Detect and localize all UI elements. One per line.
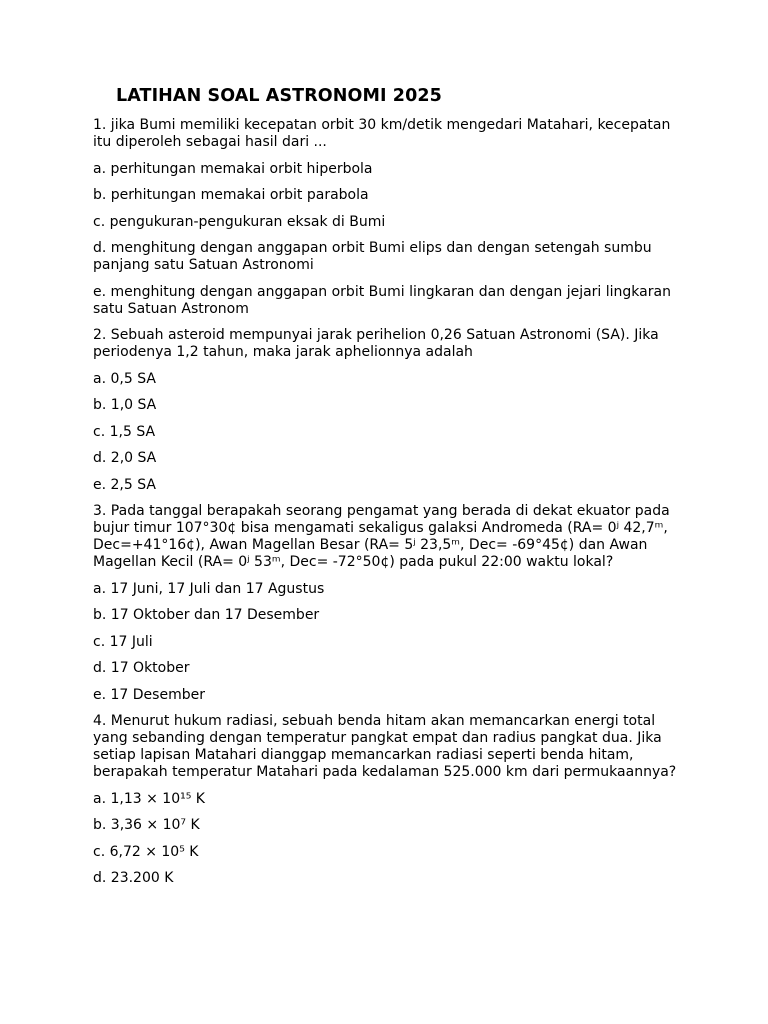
question-4-option-d: d. 23.200 K [93,870,174,886]
question-3-option-d: d. 17 Oktober [93,660,190,676]
question-3-option-a: a. 17 Juni, 17 Juli dan 17 Agustus [93,580,325,597]
question-4-option-b: b. 3,36 × 10⁷ K [93,817,200,833]
question-1: 1. jika Bumi memiliki kecepatan orbit 30 km/detik mengedari Matahari, kecepatan itu diperoleh sebagai hasil dari ... [93,117,671,150]
question-4-option-a: a. 1,13 × 10¹⁵ K [93,790,205,807]
document-body [93,117,678,897]
question-3-option-b: b. 17 Oktober dan 17 Desember [93,607,320,623]
question-3: 3. Pada tanggal berapakah seorang pengamat yang berada di dekat ekuator pada bujur timur 107°30¢ bisa mengamati sekaligus galaksi Andromeda (RA= 0ʲ 42,7ᵐ, Dec=+41°16¢), Awan Magellan Besar (RA= 5ʲ 23,5ᵐ, Dec= -69°45¢) dan Awan Magellan Kecil (RA= 0ʲ 53ᵐ, Dec= -72°50¢) pada pukul 22:00 waktu lokal? [93,503,670,570]
question-1-option-b: b. perhitungan memakai orbit parabola [93,187,369,203]
document-title: LATIHAN SOAL ASTRONOMI 2025 [116,86,442,106]
question-4: 4. Menurut hukum radiasi, sebuah benda hitam akan memancarkan energi total yang sebanding dengan temperatur pangkat empat dan radius pangkat dua. Jika setiap lapisan Matahari dianggap memancarkan radiasi seperti benda hitam, berapakah temperatur Matahari pada kedalaman 525.000 km dari permukaannya? [93,713,677,780]
question-1-option-e: e. menghitung dengan anggapan orbit Bumi lingkaran dan dengan jejari lingkaran satu Satuan Astronom [93,283,671,317]
question-1-option-d: d. menghitung dengan anggapan orbit Bumi elips dan dengan setengah sumbu panjang satu Satuan Astronomi [93,240,652,273]
question-2-option-a: a. 0,5 SA [93,370,156,387]
question-2-option-e: e. 2,5 SA [93,476,156,493]
question-2-option-b: b. 1,0 SA [93,397,157,413]
question-3-option-e: e. 17 Desember [93,686,205,703]
question-3-option-c: c. 17 Juli [93,633,153,650]
question-2: 2. Sebuah asteroid mempunyai jarak perihelion 0,26 Satuan Astronomi (SA). Jika periodenya 1,2 tahun, maka jarak aphelionnya adalah [93,327,659,360]
question-1-option-a: a. perhitungan memakai orbit hiperbola [93,160,373,177]
question-1-option-c: c. pengukuran-pengukuran eksak di Bumi [93,213,386,230]
question-2-option-d: d. 2,0 SA [93,450,157,466]
question-2-option-c: c. 1,5 SA [93,423,156,440]
question-4-option-c: c. 6,72 × 10⁵ K [93,843,199,860]
